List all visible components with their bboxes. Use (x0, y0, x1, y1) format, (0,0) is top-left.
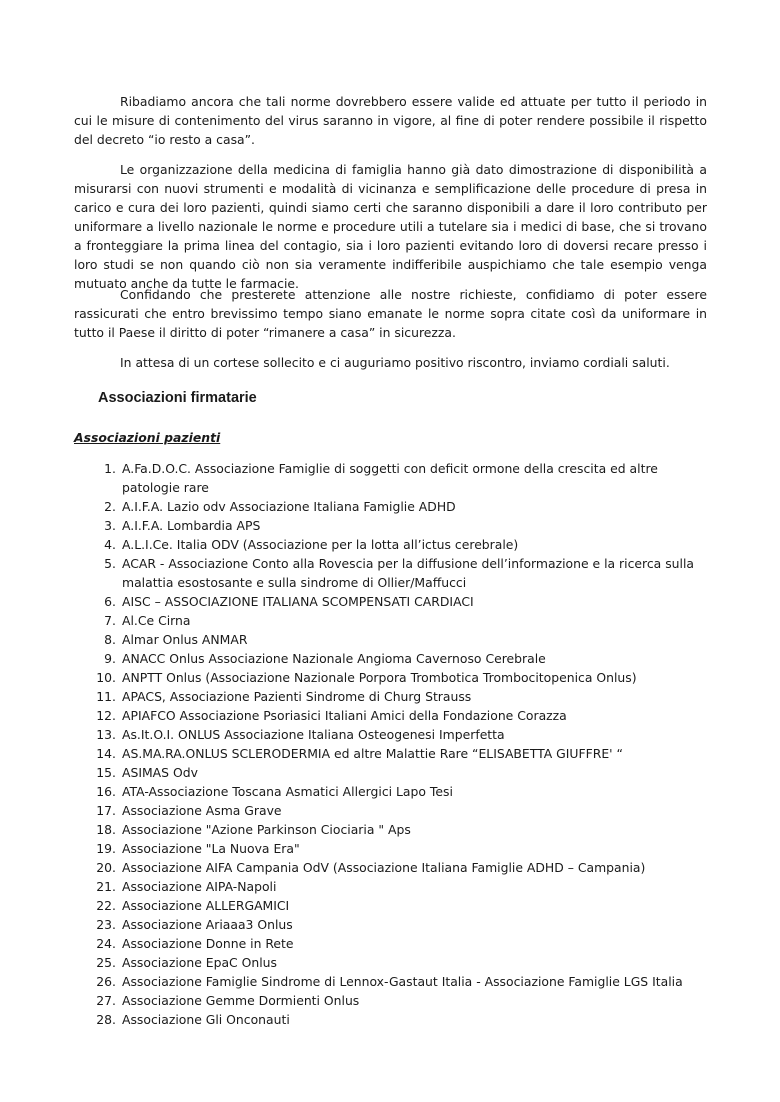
list-item-text: APACS, Associazione Pazienti Sindrome di Churg Strauss (122, 689, 472, 704)
list-item-number: 22. (96, 898, 116, 913)
list-item-number: 10. (96, 670, 116, 685)
list-item-text: Associazione Gli Onconauti (122, 1012, 290, 1027)
list-item (74, 972, 707, 991)
list-item-number: 13. (96, 727, 116, 742)
list-item-number: 23. (96, 917, 116, 932)
list-item-number: 28. (96, 1012, 116, 1027)
list-item (74, 516, 707, 535)
list-item (74, 858, 707, 877)
list-item (74, 744, 707, 763)
list-item-text: AISC – ASSOCIAZIONE ITALIANA SCOMPENSATI CARDIACI (122, 594, 474, 609)
paragraph-family-medicine: Le organizzazione della medicina di famiglia hanno già dato dimostrazione di disponibilità a misurarsi con nuovi strumenti e modalità di vicinanza e semplificazione delle procedure di presa in carico e cura dei loro pazienti, quindi siamo certi che saranno disponibili a dare il loro contributo per uniformare a livello nazionale le norme e procedure utili a tutelare sia i medici di base, che si trovano a fronteggiare la prima linea del contagio, sia i loro pazienti evitando loro di doversi recare presso i loro studi se non quando ciò non sia veramente indifferibile auspichiamo che tale esempio venga mutuato anche da tutte le farmacie. (74, 162, 707, 291)
list-item (74, 687, 707, 706)
list-item-number: 19. (96, 841, 116, 856)
list-item-text: APIAFCO Associazione Psoriasici Italiani Amici della Fondazione Corazza (122, 708, 567, 723)
list-item-text: Associazione EpaC Onlus (122, 955, 277, 970)
list-item-text: A.I.F.A. Lombardia APS (122, 518, 261, 533)
list-item-text: Associazione Asma Grave (122, 803, 282, 818)
list-item-text: Al.Ce Cirna (122, 613, 191, 628)
list-item-number: 14. (96, 746, 116, 761)
list-item-number: 25. (96, 955, 116, 970)
list-item-text: As.It.O.I. ONLUS Associazione Italiana Osteogenesi Imperfetta (122, 727, 505, 742)
list-item-number: 17. (96, 803, 116, 818)
list-item (74, 649, 707, 668)
list-item (74, 763, 707, 782)
list-item (74, 896, 707, 915)
associations-list (74, 459, 707, 1029)
list-item-text: A.I.F.A. Lazio odv Associazione Italiana Famiglie ADHD (122, 499, 456, 514)
list-item (74, 915, 707, 934)
list-item-number: 20. (96, 860, 116, 875)
list-item-number: 11. (96, 689, 116, 704)
list-item-text: Associazione AIFA Campania OdV (Associazione Italiana Famiglie ADHD – Campania) (122, 860, 646, 875)
list-item (74, 497, 707, 516)
list-item (74, 668, 707, 687)
list-item-number: 8. (104, 632, 116, 647)
list-item-number: 6. (104, 594, 116, 609)
list-item (74, 611, 707, 630)
list-item (74, 1010, 707, 1029)
list-item (74, 535, 707, 554)
list-item-text: Associazione Ariaaa3 Onlus (122, 917, 293, 932)
list-item-text: A.L.I.Ce. Italia ODV (Associazione per la lotta all’ictus cerebrale) (122, 537, 519, 552)
list-item-text: Associazione Gemme Dormienti Onlus (122, 993, 360, 1008)
list-item-number: 18. (96, 822, 116, 837)
list-item-number: 9. (104, 651, 116, 666)
list-item-text: ATA-Associazione Toscana Asmatici Allergici Lapo Tesi (122, 784, 453, 799)
list-item-number: 3. (104, 518, 116, 533)
paragraph-requests: Confidando che presterete attenzione alle nostre richieste, confidiamo di poter essere rassicurati che entro brevissimo tempo siano emanate le norme sopra citate così da uniformare in tutto il Paese il diritto di poter “rimanere a casa” in sicurezza. (74, 287, 707, 340)
paragraph-closing: In attesa di un cortese sollecito e ci auguriamo positivo riscontro, inviamo cordiali saluti. (120, 355, 670, 370)
section-subheading: Associazioni pazienti (74, 430, 221, 445)
list-item (74, 554, 707, 592)
list-item-number: 2. (104, 499, 116, 514)
list-item (74, 934, 707, 953)
list-item (74, 630, 707, 649)
list-item-text: Associazione "La Nuova Era" (122, 841, 300, 856)
list-item (74, 953, 707, 972)
list-item-text: ACAR - Associazione Conto alla Rovescia per la diffusione dell’informazione e la ricerca sulla malattia esostosante e sulla sindrome di Ollier/Maffucci (122, 556, 694, 590)
list-item-number: 21. (96, 879, 116, 894)
list-item-number: 27. (96, 993, 116, 1008)
list-item (74, 592, 707, 611)
list-item (74, 839, 707, 858)
list-item-number: 5. (104, 556, 116, 571)
list-item-number: 24. (96, 936, 116, 951)
list-item-text: Almar Onlus ANMAR (122, 632, 248, 647)
list-item-text: Associazione Famiglie Sindrome di Lennox-Gastaut Italia - Associazione Famiglie LGS Italia (122, 974, 683, 989)
list-item (74, 725, 707, 744)
list-item-text: ASIMAS Odv (122, 765, 198, 780)
paragraph-reaffirm: Ribadiamo ancora che tali norme dovrebbero essere valide ed attuate per tutto il periodo in cui le misure di contenimento del virus saranno in vigore, al fine di poter rendere possibile il rispetto del decreto “io resto a casa”. (74, 94, 707, 147)
list-item (74, 877, 707, 896)
list-item-number: 26. (96, 974, 116, 989)
list-item-text: Associazione AIPA-Napoli (122, 879, 277, 894)
list-item (74, 820, 707, 839)
list-item (74, 782, 707, 801)
list-item-number: 4. (104, 537, 116, 552)
list-item-number: 1. (104, 461, 116, 476)
section-heading: Associazioni firmatarie (98, 390, 257, 406)
list-item-text: Associazione "Azione Parkinson Ciociaria " Aps (122, 822, 411, 837)
list-item (74, 991, 707, 1010)
list-item-text: Associazione ALLERGAMICI (122, 898, 290, 913)
list-item-text: AS.MA.RA.ONLUS SCLERODERMIA ed altre Malattie Rare “ELISABETTA GIUFFRE' “ (122, 746, 623, 761)
list-item-number: 15. (96, 765, 116, 780)
list-item-number: 16. (96, 784, 116, 799)
list-item-number: 7. (104, 613, 116, 628)
list-item (74, 801, 707, 820)
list-item-text: Associazione Donne in Rete (122, 936, 294, 951)
list-item-number: 12. (96, 708, 116, 723)
list-item-text: ANPTT Onlus (Associazione Nazionale Porpora Trombotica Trombocitopenica Onlus) (122, 670, 637, 685)
list-item (74, 459, 707, 497)
list-item-text: ANACC Onlus Associazione Nazionale Angioma Cavernoso Cerebrale (122, 651, 546, 666)
list-item (74, 706, 707, 725)
list-item-text: A.Fa.D.O.C. Associazione Famiglie di soggetti con deficit ormone della crescita ed altre patologie rare (122, 461, 658, 495)
